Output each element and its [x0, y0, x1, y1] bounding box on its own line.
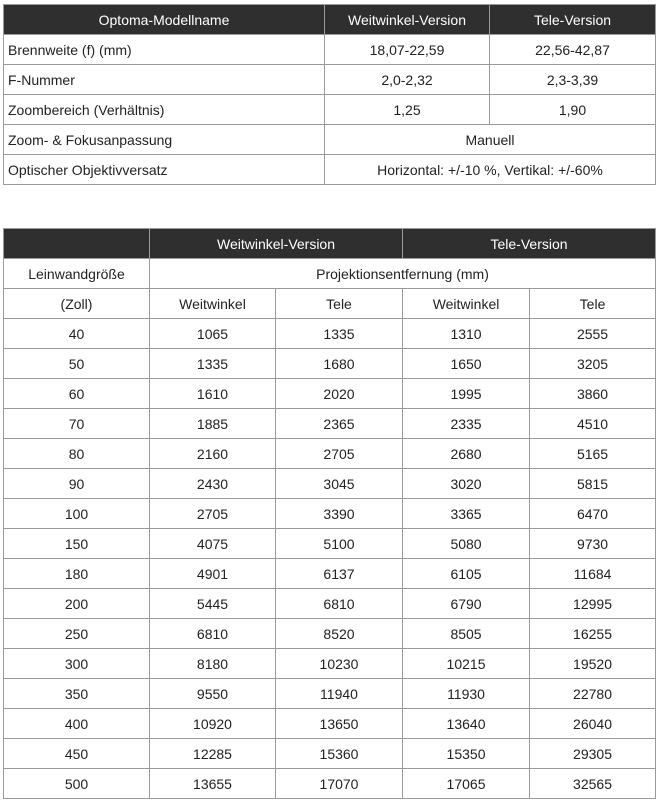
wide-wide-cell: 1885	[150, 409, 276, 439]
wide-tele-cell: 3045	[276, 469, 403, 499]
table-row	[4, 349, 656, 379]
table-row	[4, 649, 656, 679]
screen-size-cell: 80	[4, 439, 150, 469]
projection-distance-label: Projektionsentfernung (mm)	[150, 259, 656, 289]
screen-size-cell: 180	[4, 559, 150, 589]
wide-tele-cell: 10230	[276, 649, 403, 679]
distance-table-body	[4, 319, 656, 799]
tele-wide-cell: 6790	[403, 589, 530, 619]
spec-wide-value: 18,07-22,59	[325, 35, 490, 65]
screen-size-cell: 50	[4, 349, 150, 379]
screen-size-cell: 250	[4, 619, 150, 649]
wide-tele-cell: 2705	[276, 439, 403, 469]
spec-wide-value: 2,0-2,32	[325, 65, 490, 95]
wide-wide-cell: 1610	[150, 379, 276, 409]
table-row	[4, 589, 656, 619]
tele-tele-cell: 16255	[530, 619, 656, 649]
subheader-tele-tele: Tele	[530, 289, 656, 319]
tele-wide-cell: 1650	[403, 349, 530, 379]
tele-tele-cell: 5165	[530, 439, 656, 469]
table-row	[4, 619, 656, 649]
table-row	[4, 379, 656, 409]
spec-tele-value: 1,90	[490, 95, 656, 125]
screen-size-cell: 350	[4, 679, 150, 709]
table-row	[4, 439, 656, 469]
screen-size-cell: 40	[4, 319, 150, 349]
tele-tele-cell: 11684	[530, 559, 656, 589]
subheader-wide-tele: Tele	[276, 289, 403, 319]
wide-wide-cell: 5445	[150, 589, 276, 619]
screen-size-cell: 200	[4, 589, 150, 619]
wide-wide-cell: 1065	[150, 319, 276, 349]
table-row	[4, 469, 656, 499]
spec-row-zoom-ratio	[4, 95, 656, 125]
spec-merged-value: Horizontal: +/-10 %, Vertikal: +/-60%	[325, 155, 656, 185]
distance-subheader-row	[4, 289, 656, 319]
tele-wide-cell: 3365	[403, 499, 530, 529]
tele-tele-cell: 12995	[530, 589, 656, 619]
table-row	[4, 529, 656, 559]
wide-tele-cell: 1680	[276, 349, 403, 379]
tele-tele-cell: 3205	[530, 349, 656, 379]
spec-row-f-number	[4, 65, 656, 95]
wide-tele-cell: 8520	[276, 619, 403, 649]
screen-size-cell: 150	[4, 529, 150, 559]
table-row	[4, 409, 656, 439]
spec-wide-value: 1,25	[325, 95, 490, 125]
distance-group-header-row	[4, 229, 656, 259]
tele-tele-cell: 4510	[530, 409, 656, 439]
distance-header-wide-version: Weitwinkel-Version	[150, 229, 403, 259]
wide-tele-cell: 1335	[276, 319, 403, 349]
wide-tele-cell: 15360	[276, 739, 403, 769]
subheader-wide-wide: Weitwinkel	[150, 289, 276, 319]
tele-wide-cell: 5080	[403, 529, 530, 559]
wide-tele-cell: 5100	[276, 529, 403, 559]
spec-tele-value: 22,56-42,87	[490, 35, 656, 65]
distance-label-row	[4, 259, 656, 289]
table-row	[4, 679, 656, 709]
spec-label: Optischer Objektivversatz	[4, 155, 325, 185]
lens-spec-table	[3, 4, 656, 185]
wide-wide-cell: 12285	[150, 739, 276, 769]
spec-row-focal-length	[4, 35, 656, 65]
spec-merged-value: Manuell	[325, 125, 656, 155]
tele-wide-cell: 17065	[403, 769, 530, 799]
wide-wide-cell: 8180	[150, 649, 276, 679]
distance-header-tele-version: Tele-Version	[403, 229, 656, 259]
tele-wide-cell: 1310	[403, 319, 530, 349]
wide-wide-cell: 10920	[150, 709, 276, 739]
tele-wide-cell: 8505	[403, 619, 530, 649]
wide-wide-cell: 2705	[150, 499, 276, 529]
wide-tele-cell: 3390	[276, 499, 403, 529]
wide-tele-cell: 2020	[276, 379, 403, 409]
wide-tele-cell: 11940	[276, 679, 403, 709]
wide-wide-cell: 9550	[150, 679, 276, 709]
tele-tele-cell: 32565	[530, 769, 656, 799]
table-row	[4, 769, 656, 799]
tele-tele-cell: 9730	[530, 529, 656, 559]
table-row	[4, 709, 656, 739]
table-row	[4, 499, 656, 529]
tele-wide-cell: 13640	[403, 709, 530, 739]
tele-wide-cell: 6105	[403, 559, 530, 589]
spec-label: Zoombereich (Verhältnis)	[4, 95, 325, 125]
screen-size-label: Leinwandgröße	[4, 259, 150, 289]
tele-tele-cell: 3860	[530, 379, 656, 409]
spec-header-wide: Weitwinkel-Version	[325, 5, 490, 35]
spec-header-tele: Tele-Version	[490, 5, 656, 35]
spec-header-model: Optoma-Modellname	[4, 5, 325, 35]
spec-label: F-Nummer	[4, 65, 325, 95]
tele-wide-cell: 2335	[403, 409, 530, 439]
tele-tele-cell: 5815	[530, 469, 656, 499]
wide-wide-cell: 2160	[150, 439, 276, 469]
spec-row-zoom-focus	[4, 125, 656, 155]
screen-size-cell: 100	[4, 499, 150, 529]
spec-row-lens-shift	[4, 155, 656, 185]
screen-size-cell: 300	[4, 649, 150, 679]
tele-tele-cell: 2555	[530, 319, 656, 349]
spec-label: Zoom- & Fokusanpassung	[4, 125, 325, 155]
subheader-tele-wide: Weitwinkel	[403, 289, 530, 319]
wide-wide-cell: 13655	[150, 769, 276, 799]
tele-tele-cell: 19520	[530, 649, 656, 679]
wide-wide-cell: 1335	[150, 349, 276, 379]
tele-wide-cell: 15350	[403, 739, 530, 769]
table-row	[4, 739, 656, 769]
distance-header-blank	[4, 229, 150, 259]
tele-wide-cell: 2680	[403, 439, 530, 469]
screen-size-cell: 70	[4, 409, 150, 439]
tele-wide-cell: 10215	[403, 649, 530, 679]
screen-size-cell: 500	[4, 769, 150, 799]
projection-distance-table	[3, 228, 656, 799]
tele-tele-cell: 22780	[530, 679, 656, 709]
wide-wide-cell: 4075	[150, 529, 276, 559]
screen-size-unit: (Zoll)	[4, 289, 150, 319]
wide-wide-cell: 4901	[150, 559, 276, 589]
screen-size-cell: 60	[4, 379, 150, 409]
tele-wide-cell: 1995	[403, 379, 530, 409]
table-row	[4, 559, 656, 589]
tele-tele-cell: 29305	[530, 739, 656, 769]
spec-label: Brennweite (f) (mm)	[4, 35, 325, 65]
wide-wide-cell: 6810	[150, 619, 276, 649]
tele-tele-cell: 6470	[530, 499, 656, 529]
screen-size-cell: 90	[4, 469, 150, 499]
spec-tele-value: 2,3-3,39	[490, 65, 656, 95]
screen-size-cell: 400	[4, 709, 150, 739]
wide-tele-cell: 13650	[276, 709, 403, 739]
wide-tele-cell: 6810	[276, 589, 403, 619]
wide-wide-cell: 2430	[150, 469, 276, 499]
tele-tele-cell: 26040	[530, 709, 656, 739]
tele-wide-cell: 3020	[403, 469, 530, 499]
spec-header-row	[4, 5, 656, 35]
wide-tele-cell: 17070	[276, 769, 403, 799]
screen-size-cell: 450	[4, 739, 150, 769]
table-row	[4, 319, 656, 349]
tele-wide-cell: 11930	[403, 679, 530, 709]
wide-tele-cell: 6137	[276, 559, 403, 589]
wide-tele-cell: 2365	[276, 409, 403, 439]
